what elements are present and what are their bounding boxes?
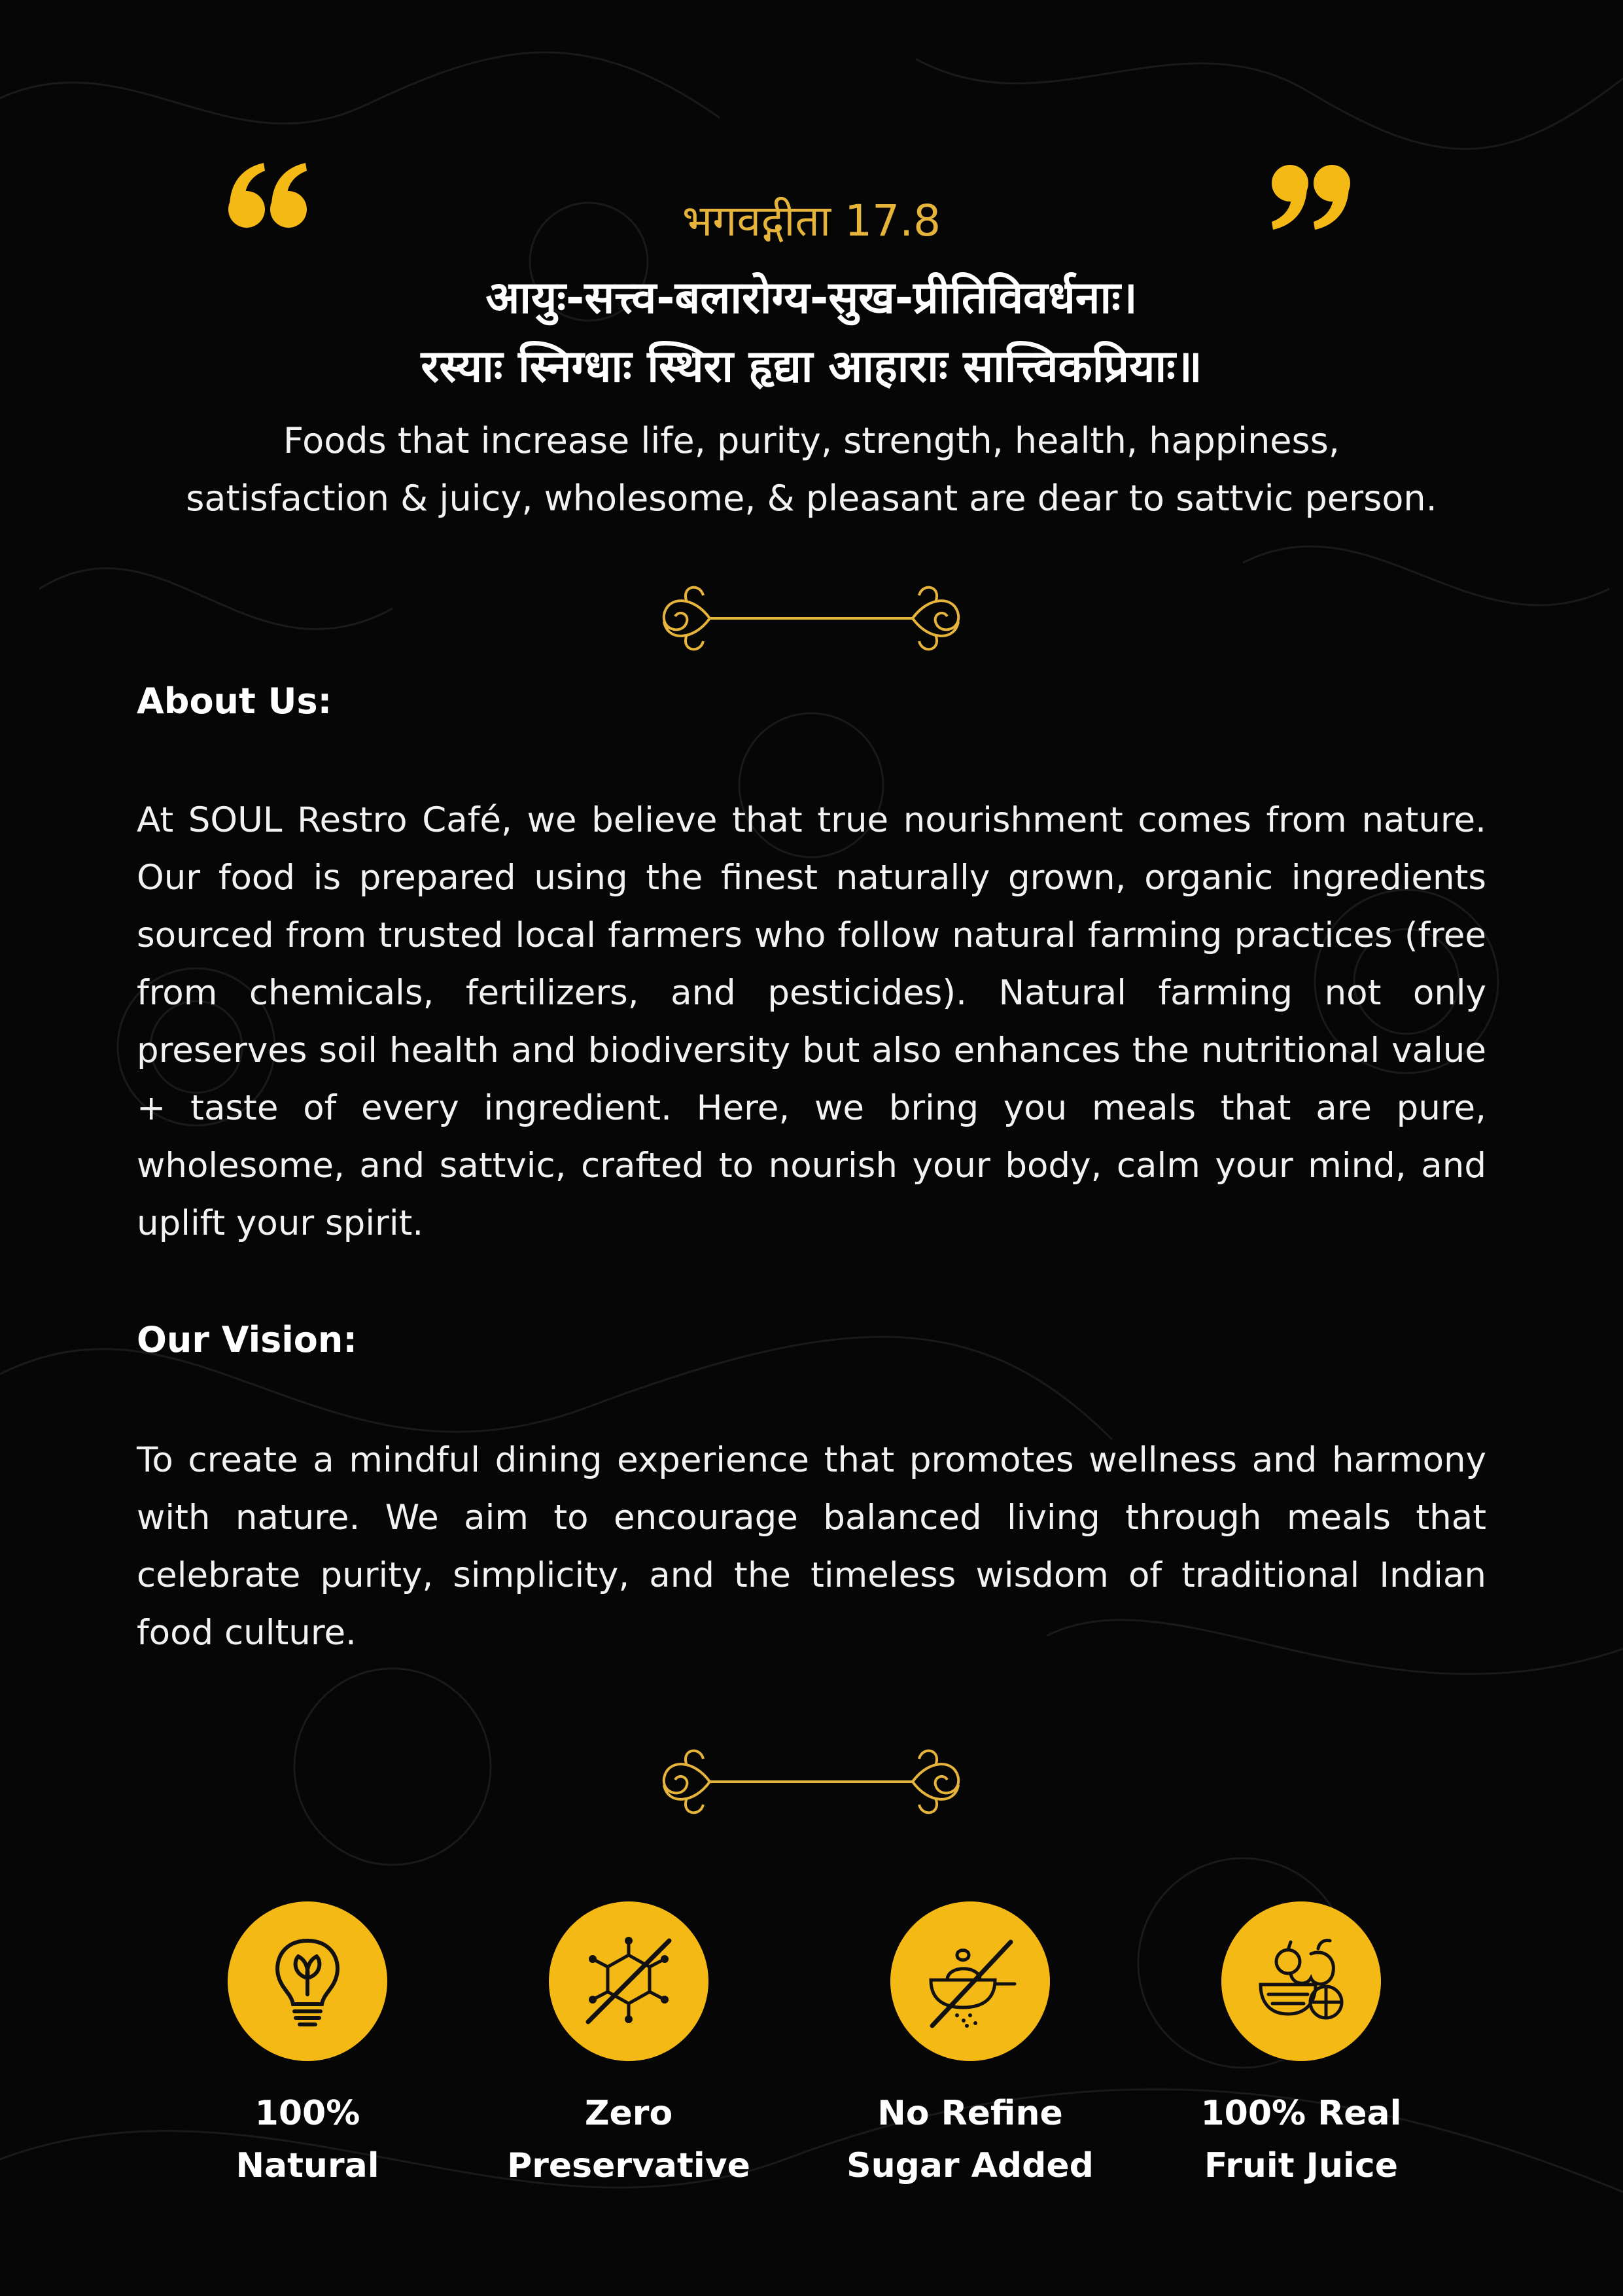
feature-badge bbox=[1221, 1901, 1381, 2061]
ornamental-divider-top bbox=[648, 576, 975, 661]
translation-line-2: satisfaction & juicy, wholesome, & pleasant are dear to sattvic person. bbox=[186, 478, 1437, 519]
feature-label bbox=[485, 2087, 773, 2192]
feature-label bbox=[164, 2087, 451, 2192]
feature-label-line-1: 100% Real bbox=[1200, 2094, 1402, 2133]
feature-no-sugar bbox=[826, 1901, 1114, 2192]
feature-real-fruit-juice bbox=[1157, 1901, 1445, 2192]
no-chemical-icon bbox=[576, 1929, 681, 2034]
verse-translation bbox=[131, 412, 1492, 527]
translation-line-1: Foods that increase life, purity, strength, health, happiness, bbox=[283, 420, 1340, 461]
sanskrit-verse-line-2: रस्याः स्निग्धाः स्थिरा हृद्या आहाराः सात्त्विकप्रियाः॥ bbox=[421, 341, 1202, 393]
feature-label-line-2: Fruit Juice bbox=[1204, 2146, 1398, 2185]
no-sugar-icon bbox=[918, 1929, 1022, 2034]
feature-label-line-1: No Refine bbox=[877, 2094, 1063, 2133]
lightbulb-leaf-icon bbox=[255, 1929, 360, 2034]
feature-natural bbox=[164, 1901, 451, 2192]
feature-zero-preservative bbox=[485, 1901, 773, 2192]
feature-label-line-2: Preservative bbox=[507, 2146, 750, 2185]
feature-label-line-2: Sugar Added bbox=[846, 2146, 1094, 2185]
about-heading: About Us: bbox=[137, 680, 332, 722]
feature-label bbox=[826, 2087, 1114, 2192]
ornamental-divider-bottom bbox=[648, 1739, 975, 1824]
vision-paragraph: To create a mindful dining experience that promotes wellness and harmony with nature. We aim to encourage balanced living through meals that celebrate purity, simplicity, and the timeless wisdom of traditional Indian food culture. bbox=[137, 1440, 1486, 1653]
about-paragraph: At SOUL Restro Café, we believe that true nourishment comes from nature. Our food is prepared using the finest naturally grown, organic ingredients sourced from trusted local farmers who follow natural farming practices (free from chemicals, fertilizers, and pesticides). Natural farming not only preserves soil health and biodiversity but also enhances the nutritional value + taste of every ingredient. Here, we bring you meals that are pure, wholesome, and sattvic, crafted to nourish your body, calm your mind, and uplift your spirit. bbox=[137, 800, 1486, 1243]
feature-label-line-1: 100% bbox=[254, 2094, 360, 2133]
verse-reference: भगवद्गीता 17.8 bbox=[682, 196, 941, 246]
fruit-basket-icon bbox=[1249, 1929, 1353, 2034]
vision-heading: Our Vision: bbox=[137, 1319, 357, 1360]
feature-badge bbox=[890, 1901, 1050, 2061]
feature-label bbox=[1157, 2087, 1445, 2192]
feature-badge bbox=[228, 1901, 387, 2061]
feature-badge bbox=[549, 1901, 708, 2061]
sanskrit-verse-line-1: आयुः-सत्त्व-बलारोग्य-सुख-प्रीतिविवर्धनाः। bbox=[485, 272, 1138, 324]
feature-label-line-2: Natural bbox=[236, 2146, 379, 2185]
feature-label-line-1: Zero bbox=[584, 2094, 673, 2133]
